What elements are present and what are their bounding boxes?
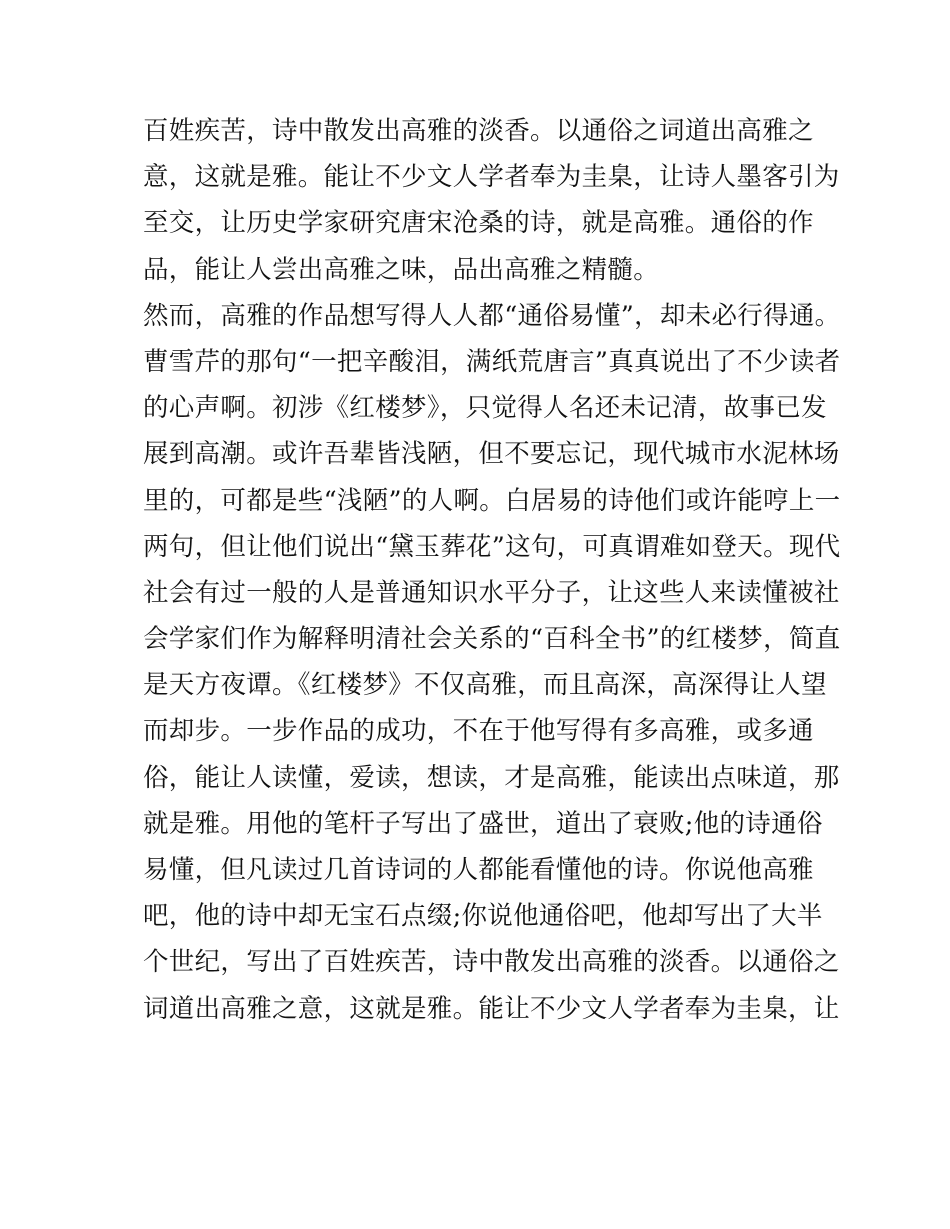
text-line: 至交，让历史学家研究唐宋沧桑的诗，就是高雅。通俗的作 <box>143 208 814 239</box>
text-line: 个世纪，写出了百姓疾苦，诗中散发出高雅的淡香。以通俗之 <box>143 947 840 978</box>
text-line: 是天方夜谭。《红楼梦》不仅高雅，而且高深，高深得让人望 <box>143 670 827 701</box>
text-line: 词道出高雅之意，这就是雅。能让不少文人学者奉为圭臬，让 <box>143 993 840 1024</box>
text-line: 曹雪芹的那句“一把辛酸泪，满纸荒唐言”真真说出了不少读者 <box>143 346 841 377</box>
text-line: 然而，高雅的作品想写得人人都“通俗易懂”，却未必行得通。 <box>143 300 841 331</box>
text-line: 意，这就是雅。能让不少文人学者奉为圭臬，让诗人墨客引为 <box>143 162 840 193</box>
text-line: 会学家们作为解释明清社会关系的“百科全书”的红楼梦，简直 <box>143 624 841 655</box>
text-line: 俗，能让人读懂，爱读，想读，才是高雅，能读出点味道，那 <box>143 762 840 793</box>
text-line: 社会有过一般的人是普通知识水平分子，让这些人来读懂被社 <box>143 577 840 608</box>
text-line: 品，能让人尝出高雅之味，品出高雅之精髓。 <box>143 254 660 285</box>
text-line: 百姓疾苦，诗中散发出高雅的淡香。以通俗之词道出高雅之 <box>143 116 814 146</box>
text-line: 吧，他的诗中却无宝石点缀;你说他通俗吧，他却写出了大半 <box>143 901 823 932</box>
text-line: 里的，可都是些“浅陋”的人啊。白居易的诗他们或许能哼上一 <box>143 485 841 516</box>
text-line: 而却步。一步作品的成功，不在于他写得有多高雅，或多通 <box>143 716 814 747</box>
text-line: 就是雅。用他的笔杆子写出了盛世，道出了衰败;他的诗通俗 <box>143 808 823 839</box>
text-line: 易懂，但凡读过几首诗词的人都能看懂他的诗。你说他高雅 <box>143 855 814 885</box>
body-text <box>143 108 843 1032</box>
text-line: 两句，但让他们说出“黛玉葬花”这句，可真谓难如登天。现代 <box>143 531 841 562</box>
text-line: 展到高潮。或许吾辈皆浅陋，但不要忘记，现代城市水泥林场 <box>143 439 840 470</box>
text-line: 的心声啊。初涉《红楼梦》，只觉得人名还未记清，故事已发 <box>143 393 827 424</box>
